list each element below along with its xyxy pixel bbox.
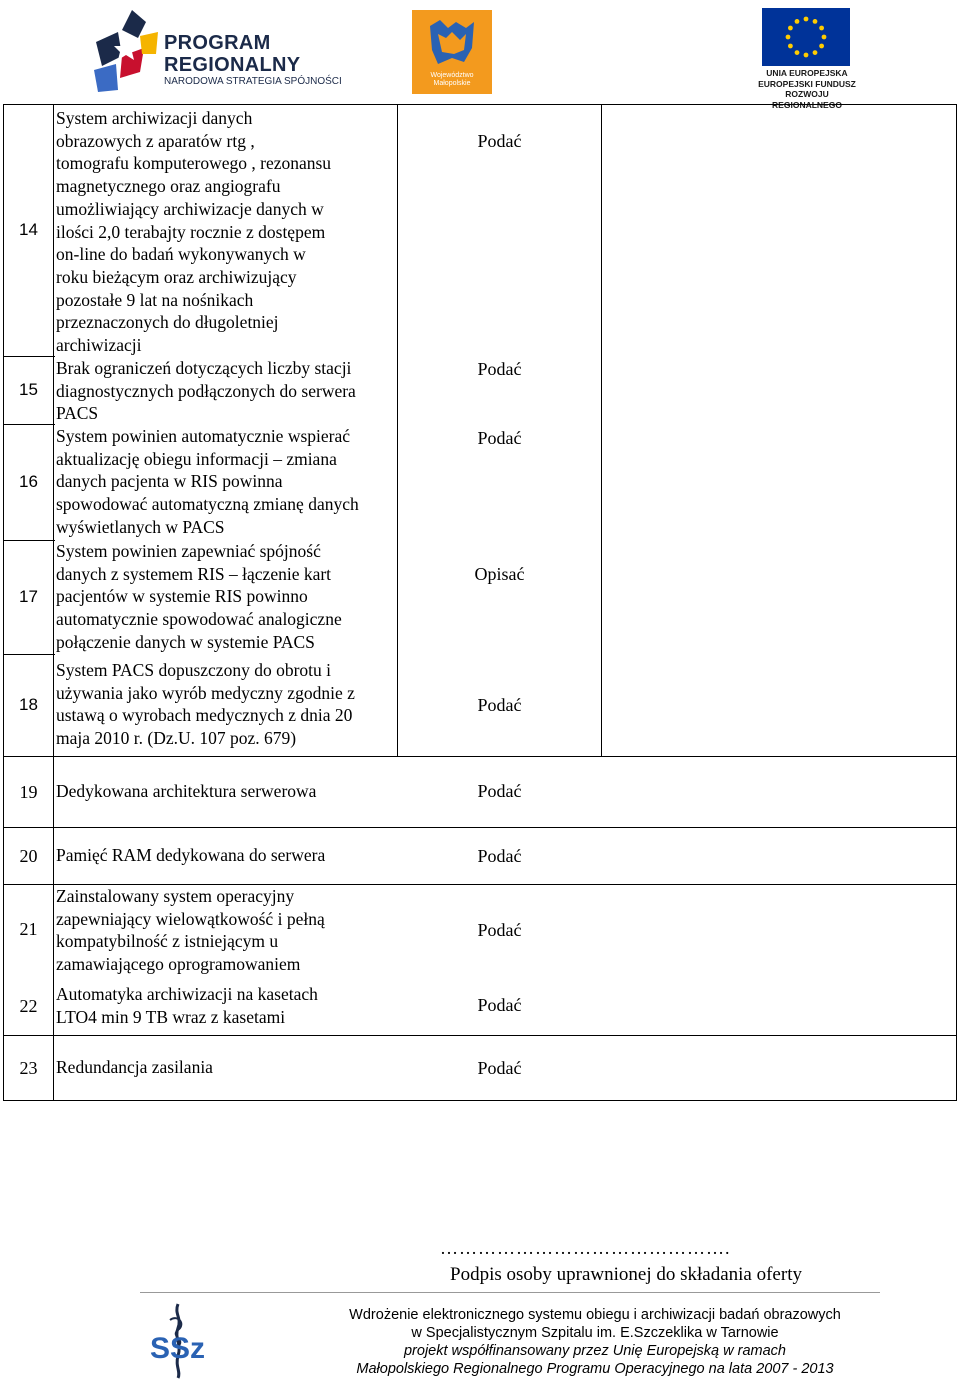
row-value: Podać (477, 130, 522, 151)
footer-divider (140, 1292, 880, 1293)
row-value: Podać (477, 919, 522, 940)
footer-text (330, 1306, 860, 1378)
row-value: Podać (477, 694, 522, 715)
row-value: Podać (477, 1057, 522, 1078)
row-description: System archiwizacji danych obrazowych z aparatów rtg , tomografu komputerowego , rezonansu magnetycznego oraz angiografu umożliwiający archiwizacje danych w ilości 2,0 terabajty rocznie z dostępem on-line do badań wykonywanych w roku bieżącym oraz archiwizujący pozostałe 9 lat na nośnikach przeznaczonych do długoletniej archiwizacji (56, 108, 332, 356)
row-number: 19 (19, 781, 38, 802)
signature-label: Podpis osoby uprawnionej do składania oferty (450, 1264, 802, 1285)
footer-line-1: Wdrożenie elektronicznego systemu obiegu i archiwizacji badań obrazowych (349, 1307, 841, 1323)
row-description: Automatyka archiwizacji na kasetach LTO4 min 9 TB wraz z kasetami (56, 984, 318, 1027)
signature-line: ………………………………………. (440, 1238, 731, 1258)
malopolska-logo-text: Województwo Małopolskie (430, 72, 474, 87)
row-number: 14 (19, 220, 38, 240)
row-description: System powinien zapewniać spójność danych z systemem RIS – łączenie kart pacjentów w systemie RIS powinno automatycznie spowodować analogiczne połączenie danych w systemie PACS (56, 541, 342, 652)
row-number: 21 (19, 918, 38, 939)
hospital-logo-text: SSz (150, 1332, 206, 1365)
footer-line-4: Małopolskiego Regionalnego Programu Operacyjnego na lata 2007 - 2013 (356, 1361, 834, 1377)
row-description: Brak ograniczeń dotyczących liczby stacji diagnostycznych podłączonych do serwera PACS (56, 358, 356, 424)
row-number: 15 (19, 380, 38, 400)
hospital-logo (148, 1300, 214, 1380)
table-border-right (956, 104, 957, 1101)
row-description: Zainstalowany system operacyjny zapewniający wielowątkowość i pełną kompatybilność z istniejącym u zamawiającego oprogramowaniem (56, 886, 325, 975)
row-description: System PACS dopuszczony do obrotu i używania jako wyrób medyczny zgodnie z ustawą o wyrobach medycznych z dnia 20 maja 2010 r. (Dz.U. 107 poz. 679) (56, 660, 355, 749)
row-value: Podać (477, 845, 522, 866)
row-number: 22 (19, 995, 38, 1016)
row-value: Podać (477, 427, 522, 448)
row-description: Redundancja zasilania (56, 1057, 213, 1077)
row-line (3, 827, 957, 828)
row-number: 20 (19, 845, 38, 866)
row-line (3, 756, 957, 757)
table-border-top (3, 104, 957, 105)
row-description: System powinien automatycznie wspierać aktualizację obiegu informacji – zmiana danych pacjenta w RIS powinna spowodować automatyczną zmianę danych wyświetlanych w PACS (56, 426, 359, 537)
row-number: 23 (19, 1057, 38, 1078)
hospital-logo-icon (148, 1300, 214, 1380)
eu-logo-text: UNIA EUROPEJSKA EUROPEJSKI FUNDUSZ ROZWOJU (758, 68, 856, 99)
footer-line-3: projekt współfinansowany przez Unię Europejską w ramach (403, 1343, 786, 1359)
row-number: 16 (19, 472, 38, 492)
program-logo-subtitle: NARODOWA STRATEGIA SPÓJNOŚCI (164, 76, 342, 87)
table-divider-value (601, 104, 602, 756)
row-line (3, 1035, 957, 1036)
row-number: 18 (19, 695, 38, 715)
row-value: Podać (477, 358, 522, 379)
row-value: Opisać (474, 563, 525, 584)
row-value: Podać (477, 994, 522, 1015)
row-number: 17 (19, 587, 38, 607)
row-description: Pamięć RAM dedykowana do serwera (56, 845, 326, 865)
row-description: Dedykowana architektura serwerowa (56, 781, 317, 801)
table-border-bottom (3, 1100, 957, 1101)
program-logo-title: PROGRAM REGIONALNY (164, 32, 301, 76)
footer-line-2: w Specjalistycznym Szpitalu im. E.Szczeklika w Tarnowie (411, 1325, 779, 1341)
row-value: Podać (477, 780, 522, 801)
